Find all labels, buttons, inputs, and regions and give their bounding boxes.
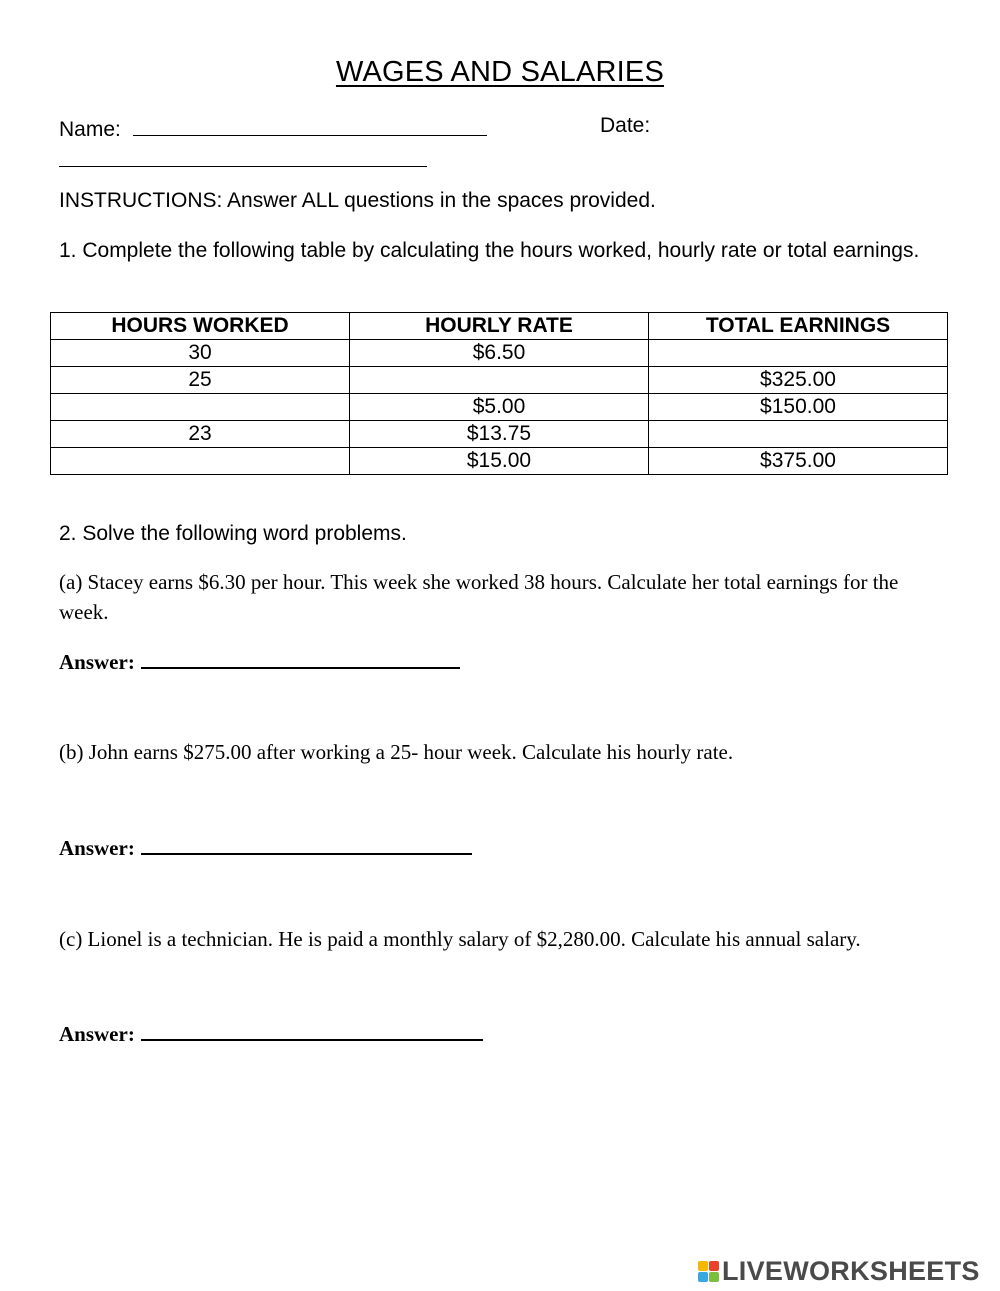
name-label: Name:: [59, 118, 121, 141]
wages-table: [50, 312, 948, 475]
problem-a: (a) Stacey earns $6.30 per hour. This week she worked 38 hours. Calculate her total earnings for the week.: [59, 570, 899, 624]
cell-earnings: $150.00: [649, 394, 948, 421]
table-row: [51, 340, 948, 367]
table-row: [51, 394, 948, 421]
logo-block: [709, 1261, 719, 1271]
problem-c: (c) Lionel is a technician. He is paid a monthly salary of $2,280.00. Calculate his annual salary.: [59, 927, 861, 951]
cell-rate: $5.00: [350, 394, 649, 421]
answer-label: Answer:: [59, 836, 135, 860]
name-date-row: [59, 114, 959, 142]
cell-rate: $13.75: [350, 421, 649, 448]
answer-label: Answer:: [59, 1022, 135, 1046]
header-hourly-rate: HOURLY RATE: [350, 313, 649, 340]
problem-b: (b) John earns $275.00 after working a 25- hour week. Calculate his hourly rate.: [59, 740, 734, 764]
cell-hours[interactable]: [51, 394, 350, 421]
cell-hours[interactable]: [51, 448, 350, 475]
question-1: 1. Complete the following table by calculating the hours worked, hourly rate or total earnings.: [59, 239, 920, 262]
cell-hours: 25: [51, 367, 350, 394]
answer-a-field[interactable]: [141, 647, 460, 669]
table-row: [51, 448, 948, 475]
date-field[interactable]: [59, 150, 427, 167]
cell-rate[interactable]: [350, 367, 649, 394]
table-row: [51, 367, 948, 394]
cell-earnings: $325.00: [649, 367, 948, 394]
logo-blocks-icon: [698, 1261, 719, 1282]
logo-block: [698, 1261, 708, 1271]
date-label: Date:: [600, 114, 651, 137]
answer-b: [59, 833, 472, 861]
header-total-earnings: TOTAL EARNINGS: [649, 313, 948, 340]
question-2: 2. Solve the following word problems.: [59, 522, 407, 545]
answer-label: Answer:: [59, 650, 135, 674]
answer-c-field[interactable]: [141, 1019, 483, 1041]
table-header-row: [51, 313, 948, 340]
header-hours-worked: HOURS WORKED: [51, 313, 350, 340]
page-title: WAGES AND SALARIES: [335, 56, 665, 88]
cell-hours: 23: [51, 421, 350, 448]
table-row: [51, 421, 948, 448]
answer-b-field[interactable]: [141, 833, 472, 855]
instructions: INSTRUCTIONS: Answer ALL questions in the spaces provided.: [59, 189, 656, 212]
cell-hours: 30: [51, 340, 350, 367]
logo-block: [698, 1272, 708, 1282]
liveworksheets-logo: [698, 1255, 980, 1287]
answer-c: [59, 1019, 483, 1047]
answer-a: [59, 647, 460, 675]
cell-rate: $6.50: [350, 340, 649, 367]
logo-block: [709, 1272, 719, 1282]
name-field[interactable]: [133, 114, 487, 136]
cell-earnings: $375.00: [649, 448, 948, 475]
cell-rate: $15.00: [350, 448, 649, 475]
cell-earnings[interactable]: [649, 421, 948, 448]
logo-text: LIVEWORKSHEETS: [722, 1255, 980, 1286]
cell-earnings[interactable]: [649, 340, 948, 367]
